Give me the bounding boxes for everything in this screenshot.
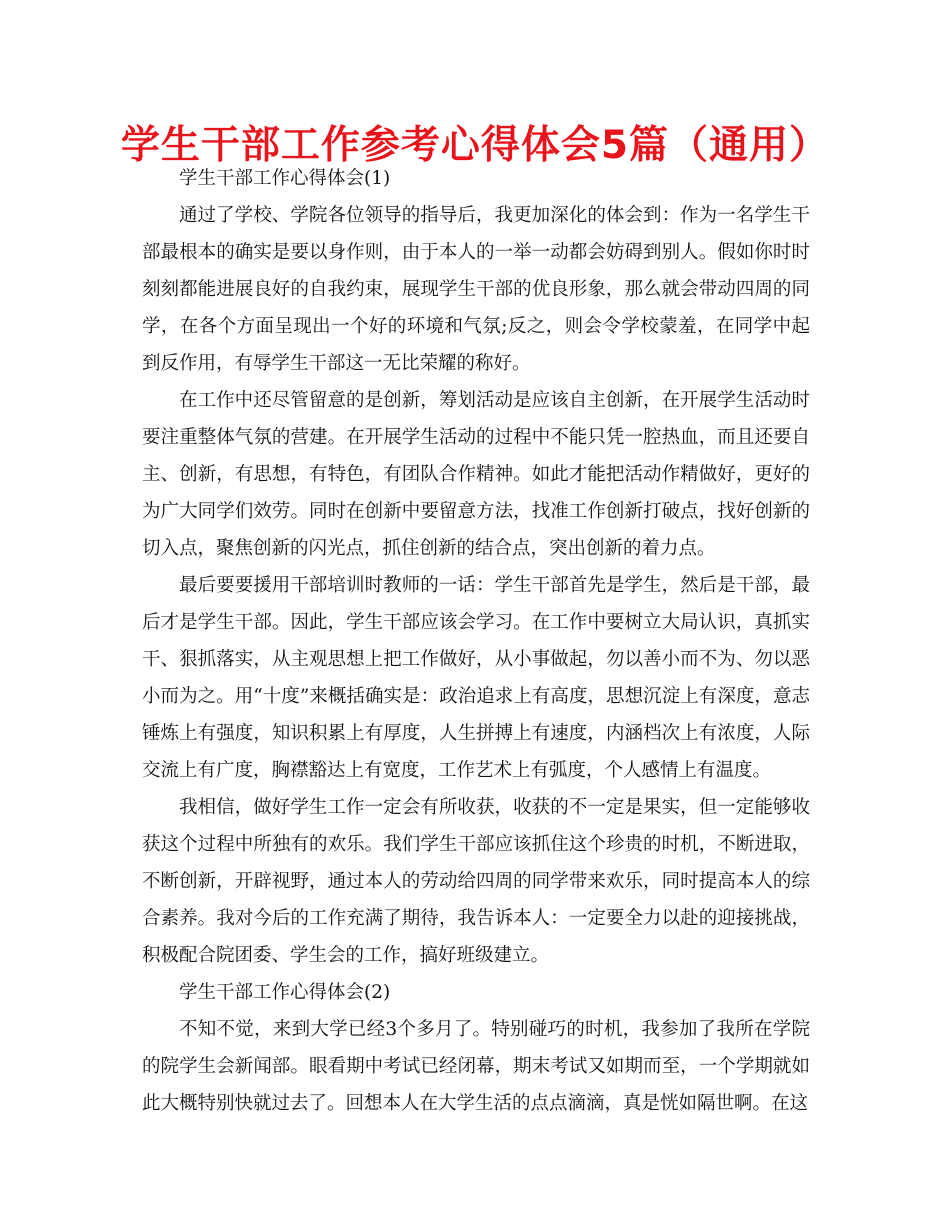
paragraph: 通过了学校、学院各位领导的指导后，我更加深化的体会到：作为一名学生干部最根本的确实是要以身作则，由于本人的一举一动都会妨碍到别人。假如你时时刻刻都能进展良好的自我约束，展现学生干部的优良形象，那么就会带动四周的同学，在各个方面呈现出一个好的环境和气氛;反之，则会令学校蒙羞，在同学中起到反作用，有辱学生干部这一无比荣耀的称好。 bbox=[142, 205, 810, 374]
paragraph: 在工作中还尽管留意的是创新，筹划活动是应该自主创新，在开展学生活动时要注重整体气氛的营建。在开展学生活动的过程中不能只凭一腔热血，而且还要自主、创新，有思想，有特色，有团队合作精神。如此才能把活动作精做好，更好的为广大同学们效劳。同时在创新中要留意方法，找准工作创新打破点，找好创新的切入点，聚焦创新的闪光点，抓住创新的结合点，突出创新的着力点。 bbox=[142, 390, 810, 559]
paragraph: 我相信，做好学生工作一定会有所收获，收获的不一定是果实，但一定能够收获这个过程中所独有的欢乐。我们学生干部应该抓住这个珍贵的时机，不断进取，不断创新，开辟视野，通过本人的劳动给四周的同学带来欢乐，同时提高本人的综合素养。我对今后的工作充满了期待，我告诉本人：一定要全力以赴的迎接挑战，积极配合院团委、学生会的工作，搞好班级建立。 bbox=[142, 797, 810, 966]
document-body bbox=[142, 160, 810, 1122]
paragraph: 最后要要援用干部培训时教师的一话：学生干部首先是学生，然后是干部，最后才是学生干部。因此，学生干部应该会学习。在工作中要树立大局认识，真抓实干、狠抓落实，从主观思想上把工作做好，从小事做起，勿以善小而不为、勿以恶小而为之。用“十度”来概括确实是：政治追求上有高度，思想沉淀上有深度，意志锤炼上有强度，知识积累上有厚度，人生拼搏上有速度，内涵档次上有浓度，人际交流上有广度，胸襟豁达上有宽度，工作艺术上有弧度，个人感情上有温度。 bbox=[142, 575, 810, 781]
page-title: 学生干部工作参考心得体会5篇（通用） bbox=[120, 123, 830, 168]
section-heading-2: 学生干部工作心得体会(2) bbox=[179, 982, 391, 1003]
section-heading-1: 学生干部工作心得体会(1) bbox=[179, 168, 391, 189]
paragraph: 不知不觉，来到大学已经3个多月了。特别碰巧的时机，我参加了我所在学院的院学生会新闻部。眼看期中考试已经闭幕，期末考试又如期而至，一个学期就如此大概特别快就过去了。回想本人在大学生活的点点滴滴，真是恍如隔世啊。在这 bbox=[142, 1019, 810, 1114]
